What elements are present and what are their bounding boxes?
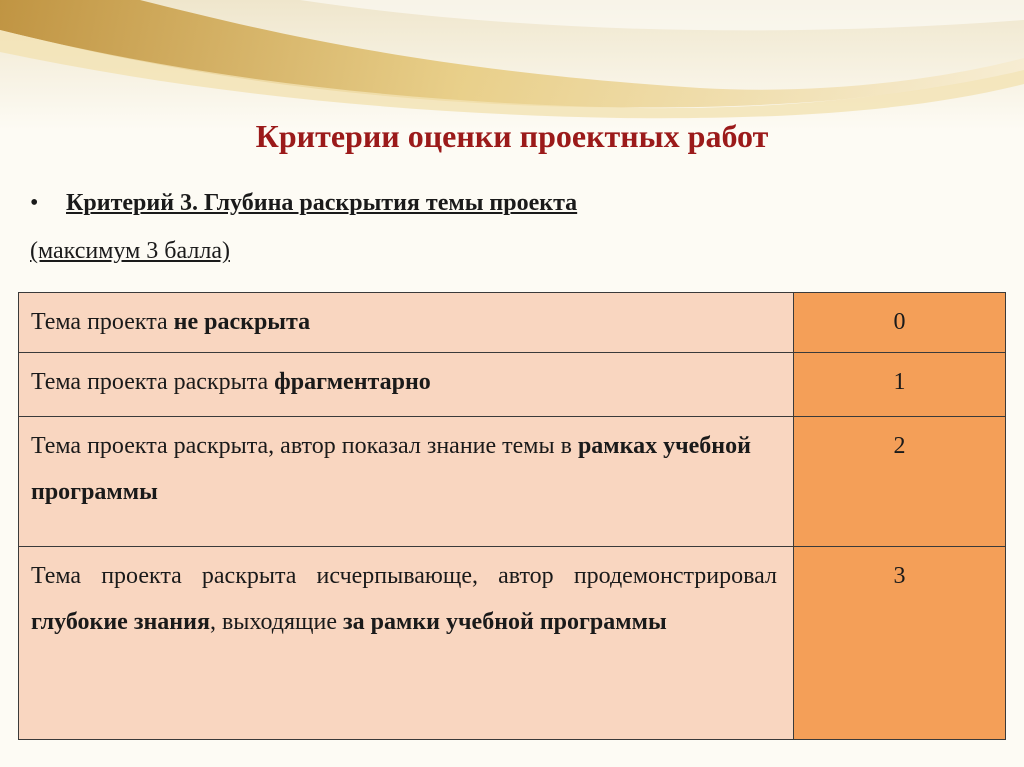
description-emphasis: не раскрыта (173, 309, 311, 335)
description-emphasis: рамках учебной программы (31, 433, 751, 505)
description-text: Тема проекта раскрыта, автор показал знание темы в (31, 433, 578, 459)
row-description (19, 293, 794, 353)
description-emphasis: глубокие знания (31, 609, 210, 635)
row-description (19, 417, 794, 547)
criterion-bullet (30, 190, 577, 217)
description-emphasis: фрагментарно (274, 369, 431, 395)
bullet-glyph: • (30, 190, 39, 216)
table-row (19, 547, 1006, 740)
decorative-swoosh-header (0, 0, 1024, 130)
row-score: 3 (794, 547, 1006, 740)
slide-title: Критерии оценки проектных работ (255, 118, 769, 154)
description-text: Тема проекта раскрыта исчерпывающе, автор продемонстрировал (31, 563, 777, 589)
description-text: , выходящие (209, 609, 344, 635)
criterion-heading: Критерий 3. Глубина раскрытия темы проекта (66, 190, 578, 216)
description-text: Тема проекта раскрыта (31, 369, 275, 395)
description-text: Тема проекта (31, 309, 174, 335)
table-row (19, 353, 1006, 417)
row-score: 0 (794, 293, 1006, 353)
table-row (19, 417, 1006, 547)
row-score: 2 (794, 417, 1006, 547)
description-emphasis: за рамки учебной программы (343, 609, 667, 635)
row-score: 1 (794, 353, 1006, 417)
row-description (19, 353, 794, 417)
criteria-table (18, 292, 1006, 740)
max-score-note: (максимум 3 балла) (30, 238, 230, 264)
row-description (19, 547, 794, 740)
table-row (19, 293, 1006, 353)
